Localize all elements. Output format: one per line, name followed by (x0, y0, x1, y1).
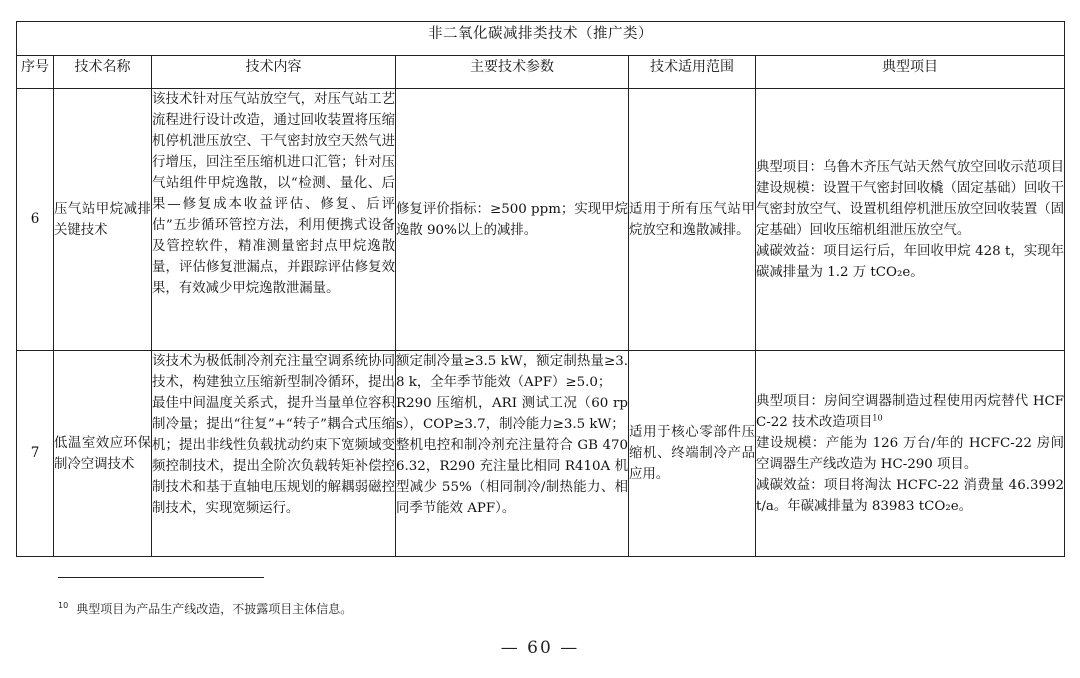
header-tech-params: 主要技术参数 (396, 56, 629, 89)
project-scale: 建设规模：产能为 126 万台/年的 HCFC-22 房间空调器生产线改造为 HC-290 项目。 (756, 435, 1065, 472)
footnote-ref[interactable]: 10 (872, 413, 883, 423)
tech-scope: 适用于所有压气站甲烷放空和逸散减排。 (629, 89, 756, 351)
project-benefit: 减碳效益：项目将淘汰 HCFC-22 消费量 46.3992 t/a。年碳减排量为 83983 tCO₂e。 (756, 477, 1065, 514)
footnote (58, 600, 352, 617)
tech-params (396, 351, 629, 557)
project-benefit: 减碳效益：项目运行后，年回收甲烷 428 t，实现年碳减排量为 1.2 万 tCO₂e。 (756, 243, 1065, 280)
tech-scope: 适用于核心零部件压缩机、终端制冷产品应用。 (629, 351, 756, 557)
typical-project (756, 89, 1065, 351)
table-row (17, 89, 1065, 351)
header-tech-content: 技术内容 (152, 56, 396, 89)
footnote-text: 典型项目为产品生产线改造，不披露项目主体信息。 (76, 602, 353, 616)
tech-name: 低温室效应环保制冷空调技术 (54, 351, 152, 557)
table-header-row (17, 56, 1065, 89)
project-name (756, 391, 1064, 433)
table-title: 非二氧化碳减排类技术（推广类） (17, 22, 1065, 56)
header-number: 序号 (17, 56, 54, 89)
header-tech-name: 技术名称 (54, 56, 152, 89)
tech-param-line: R290 压缩机，ARI 测试工况（60 rps），COP≥3.7，制冷能力≥3.5 kW； (396, 396, 628, 432)
footnote-divider (58, 577, 264, 578)
table-row (17, 351, 1065, 557)
typical-project (756, 351, 1065, 557)
project-name-text: 典型项目：房间空调器制造过程使用丙烷替代 HCFC-22 技术改造项目 (756, 393, 1065, 430)
project-name: 典型项目：乌鲁木齐压气站天然气放空回收示范项目 (756, 159, 1064, 175)
row-number: 6 (17, 89, 54, 351)
tech-name: 压气站甲烷减排关键技术 (54, 89, 152, 351)
row-number: 7 (17, 351, 54, 557)
tech-content: 该技术为极低制冷剂充注量空调系统协同技术，构建独立压缩新型制冷循环，提出最佳中间温度关系式，提升当量单位容积制冷量；提出“往复”+“转子”耦合式压缩机；提出非线性负载扰动约束下宽频域变频控制技术，提出全阶次负载转矩补偿控制技术和基于直轴电压规划的解耦弱磁控制技术，实现宽频运行。 (152, 351, 396, 557)
header-scope: 技术适用范围 (629, 56, 756, 89)
page-number: — 60 — (500, 638, 580, 658)
tech-content: 该技术针对压气站放空气，对压气站工艺流程进行设计改造，通过回收装置将压缩机停机泄压放空、干气密封放空天然气进行增压，回注至压缩机进口汇管；针对压气站组件甲烷逸散，以“检测、量化、后果—修复成本收益评估、修复、后评估”五步循环管控方法，利用便携式设备及管控软件，精准测量密封点甲烷逸散量，评估修复泄漏点，并跟踪评估修复效果，有效减少甲烷逸散泄漏量。 (152, 89, 396, 351)
technology-table (16, 21, 1065, 557)
tech-params: 修复评价指标：≥500 ppm；实现甲烷逸散 90%以上的减排。 (396, 89, 629, 351)
project-scale: 建设规模：设置干气密封回收橇（固定基础）回收干气密封放空气、设置机组停机泄压放空回收装置（固定基础）回收压缩机组泄压放空气。 (756, 180, 1065, 238)
footnote-marker: 10 (58, 601, 69, 610)
header-typical-project: 典型项目 (756, 56, 1065, 89)
tech-param-line: 整机电控和制冷剂充注量符合 GB 4706.32，R290 充注量比相同 R410A 机型减少 55%（相同制冷/制热能力、相同季节能效 APF）。 (396, 438, 628, 516)
tech-param-line: 额定制冷量≥3.5 kW，额定制热量≥3.8 k，全年季节能效（APF）≥5.0； (396, 354, 628, 390)
